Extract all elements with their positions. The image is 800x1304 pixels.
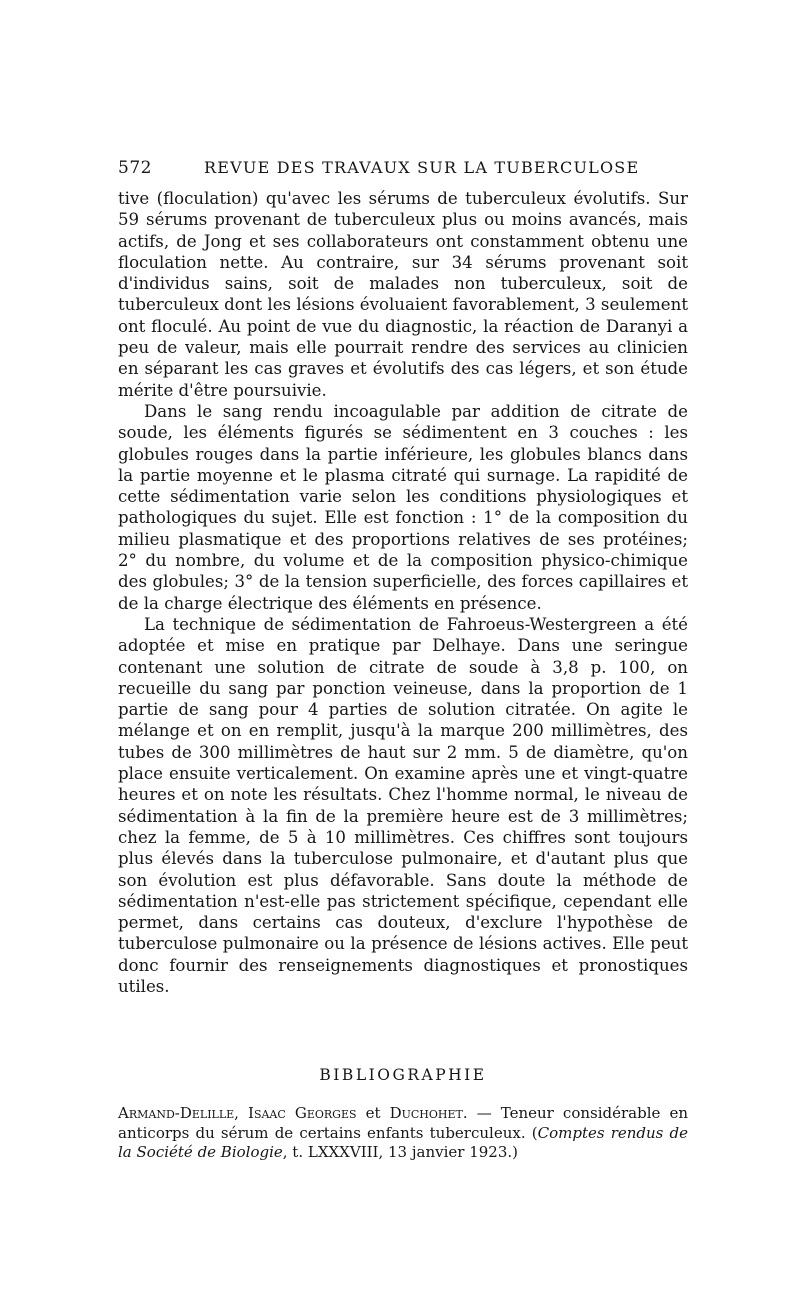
entry-details: , t. LXXXVIII, 13 janvier 1923.) [282, 1143, 518, 1161]
entry-author-last: Duchohet [389, 1104, 463, 1122]
running-title: REVUE DES TRAVAUX SUR LA TUBERCULOSE [204, 158, 640, 177]
entry-title: . — Teneur considérable en anticorps du sérum de certains enfants tuberculeux. ( [118, 1104, 688, 1142]
body-text [118, 188, 688, 997]
bibliography-entry [118, 1104, 688, 1163]
page-header [118, 158, 688, 182]
entry-conjunction: et [356, 1104, 390, 1122]
bibliography-title: BIBLIOGRAPHIE [319, 1066, 487, 1084]
entry-authors: Armand-Delille, Isaac Georges [118, 1104, 357, 1122]
entry-journal: Comptes rendus de la Société de Biologie [118, 1123, 689, 1161]
paragraph-2: Dans le sang rendu incoagulable par addition de citrate de soude, les éléments figurés se sédimentent en 3 couches : les globules rouges dans la partie inférieure, les globules blancs dans la partie moyenne et le plasma citraté qui surnage. La rapidité de cette sédimentation varie selon les conditions physiologiques et pathologiques du sujet. Elle est fonction : 1° de la composition du milieu plasmatique et des proportions relatives de ses protéines; 2° du nombre, du volume et de la composition physico-chimique des globules; 3° de la tension superficielle, des forces capillaires et de la charge électrique des éléments en présence. [118, 401, 688, 613]
paragraph-3: La technique de sédimentation de Fahroeus-Westergreen a été adoptée et mise en pratique par Delhaye. Dans une seringue contenant une solution de citrate de soude à 3,8 p. 100, on recueille du sang par ponction veineuse, dans la proportion de 1 partie de sang pour 4 parties de solution citratée. On agite le mélange et on en remplit, jusqu'à la marque 200 millimètres, des tubes de 300 millimètres de haut sur 2 mm. 5 de diamètre, qu'on place ensuite verticalement. On examine après une et vingt-quatre heures et on note les résultats. Chez l'homme normal, le niveau de sédimentation à la fin de la première heure est de 3 millimètres; chez la femme, de 5 à 10 millimètres. Ces chiffres sont toujours plus élevés dans la tuberculose pulmonaire, et d'autant plus que son évolution est plus défavorable. Sans doute la méthode de sédimentation n'est-elle pas strictement spécifique, cependant elle permet, dans certains cas douteux, d'exclure l'hypothèse de tuberculose pulmonaire ou la présence de lésions actives. Elle peut donc fournir des renseignements diagnostiques et pronostiques utiles. [118, 614, 688, 996]
page-number: 572 [118, 158, 152, 178]
paragraph-1: tive (floculation) qu'avec les sérums de tuberculeux évolutifs. Sur 59 sérums provenant de tuberculeux plus ou moins avancés, mais actifs, de Jong et ses collaborateurs ont constamment obtenu une floculation nette. Au contraire, sur 34 sérums provenant soit d'individus sains, soit de malades non tuberculeux, soit de tuberculeux dont les lésions évoluaient favorablement, 3 seulement ont floculé. Au point de vue du diagnostic, la réaction de Daranyi a peu de valeur, mais elle pourrait rendre des services au clinicien en séparant les cas graves et évolutifs des cas légers, et son étude mérite d'être poursuivie. [118, 189, 688, 400]
